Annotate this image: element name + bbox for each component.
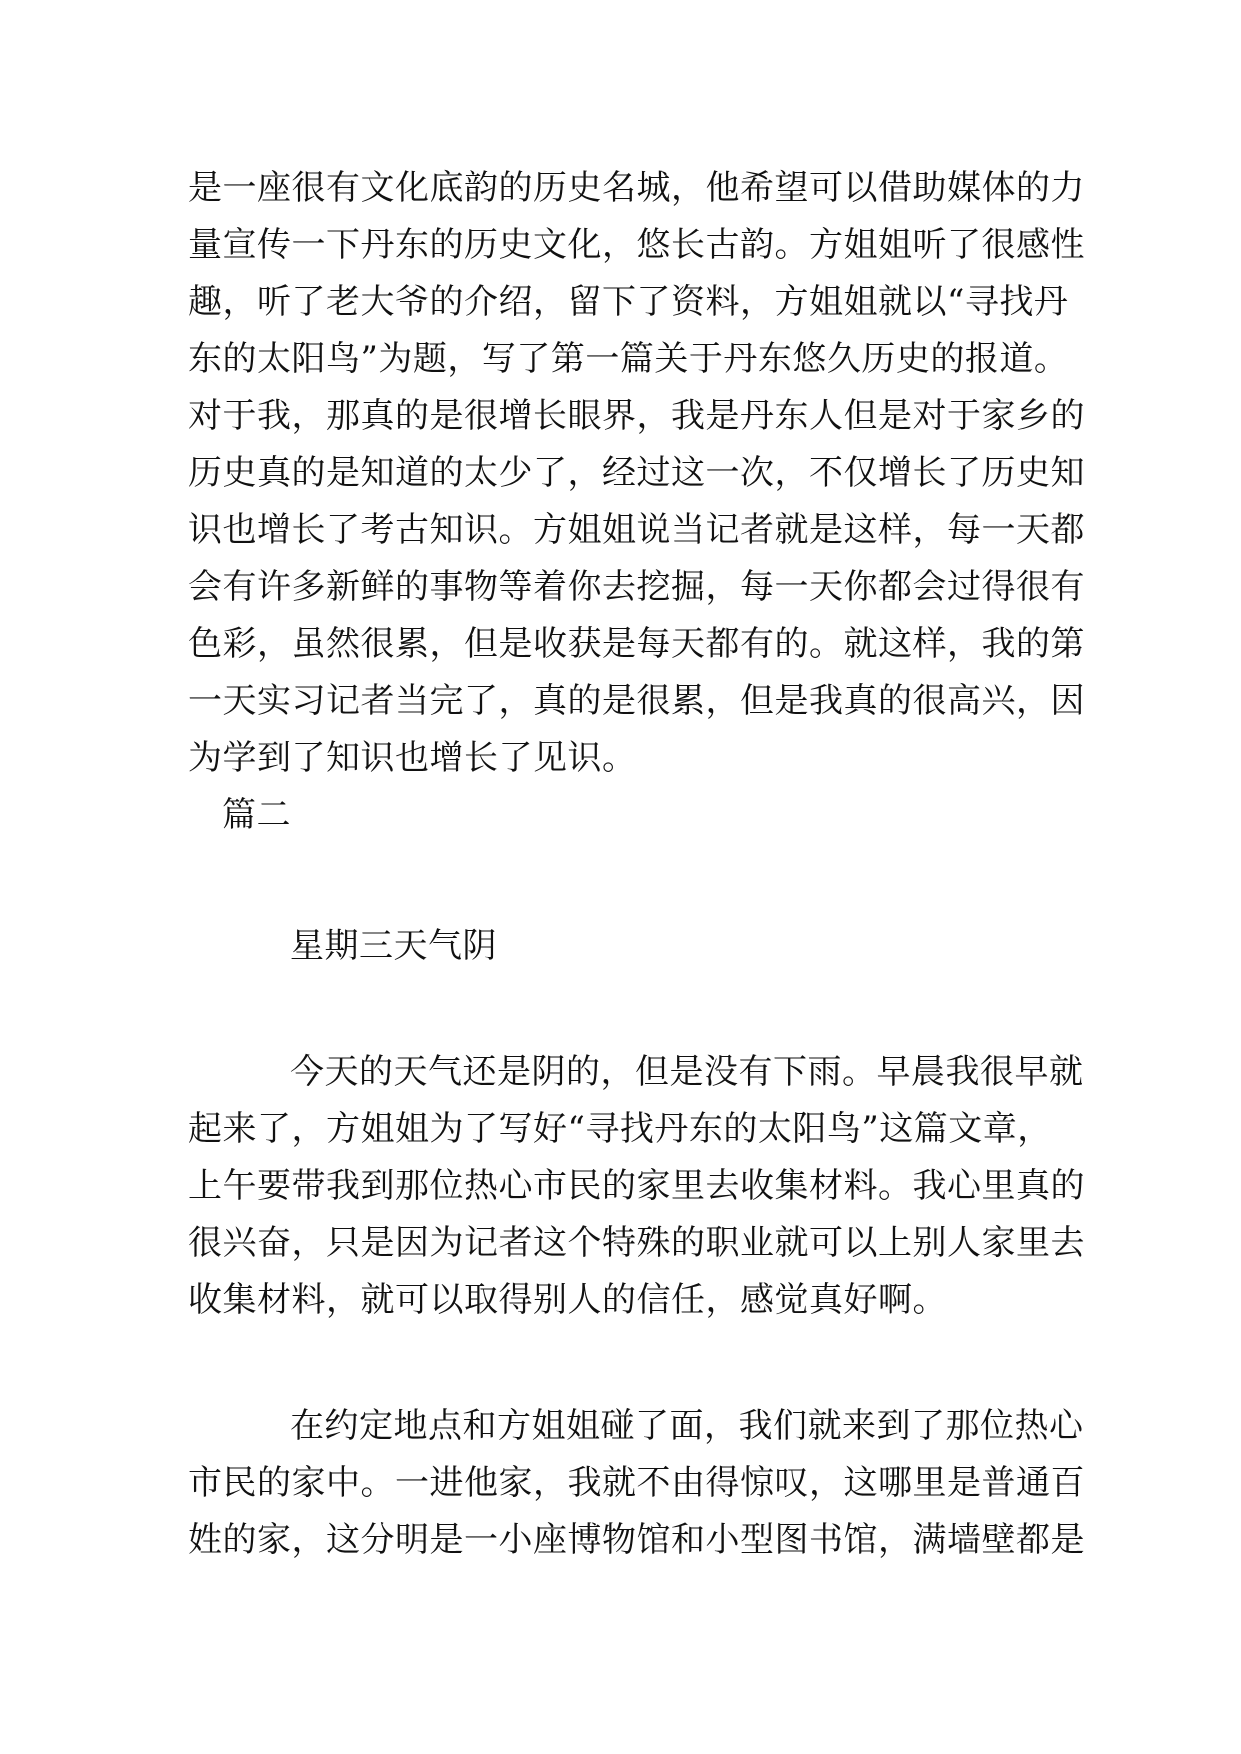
text-line: 今天的天气还是阴的，但是没有下雨。早晨我很早就 <box>290 1052 1084 1092</box>
text-line: 姓的家，这分明是一小座博物馆和小型图书馆，满墙壁都是 <box>188 1520 1085 1560</box>
text-line: 很兴奋，只是因为记者这个特殊的职业就可以上别人家里去 <box>188 1223 1085 1263</box>
text-line: 上午要带我到那位热心市民的家里去收集材料。我心里真的 <box>188 1166 1085 1206</box>
text-line: 识也增长了考古知识。方姐姐说当记者就是这样，每一天都 <box>188 510 1085 550</box>
text-line: 在约定地点和方姐姐碰了面，我们就来到了那位热心 <box>290 1406 1084 1446</box>
text-line: 东的太阳鸟”为题，写了第一篇关于丹东悠久历史的报道。 <box>188 339 1069 379</box>
text-line: 色彩，虽然很累，但是收获是每天都有的。就这样，我的第 <box>188 624 1085 664</box>
text-line: 历史真的是知道的太少了，经过这一次，不仅增长了历史知 <box>188 453 1085 493</box>
text-line: 是一座很有文化底韵的历史名城，他希望可以借助媒体的力 <box>188 168 1085 208</box>
text-line: 会有许多新鲜的事物等着你去挖掘，每一天你都会过得很有 <box>188 567 1085 607</box>
text-line: 趣，听了老大爷的介绍，留下了资料，方姐姐就以“寻找丹 <box>188 282 1069 322</box>
text-line: 对于我，那真的是很增长眼界，我是丹东人但是对于家乡的 <box>188 396 1085 436</box>
text-line: 收集材料，就可以取得别人的信任，感觉真好啊。 <box>188 1280 947 1320</box>
text-line: 起来了，方姐姐为了写好“寻找丹东的太阳鸟”这篇文章， <box>188 1109 1052 1149</box>
section-heading: 篇二 <box>222 795 291 835</box>
text-line: 为学到了知识也增长了见识。 <box>188 738 637 778</box>
text-line: 一天实习记者当完了，真的是很累，但是我真的很高兴，因 <box>188 681 1085 721</box>
text-line: 市民的家中。一进他家，我就不由得惊叹，这哪里是普通百 <box>188 1463 1085 1503</box>
text-line: 量宣传一下丹东的历史文化，悠长古韵。方姐姐听了很感性 <box>188 225 1085 265</box>
date-weather-line: 星期三天气阴 <box>290 926 497 966</box>
